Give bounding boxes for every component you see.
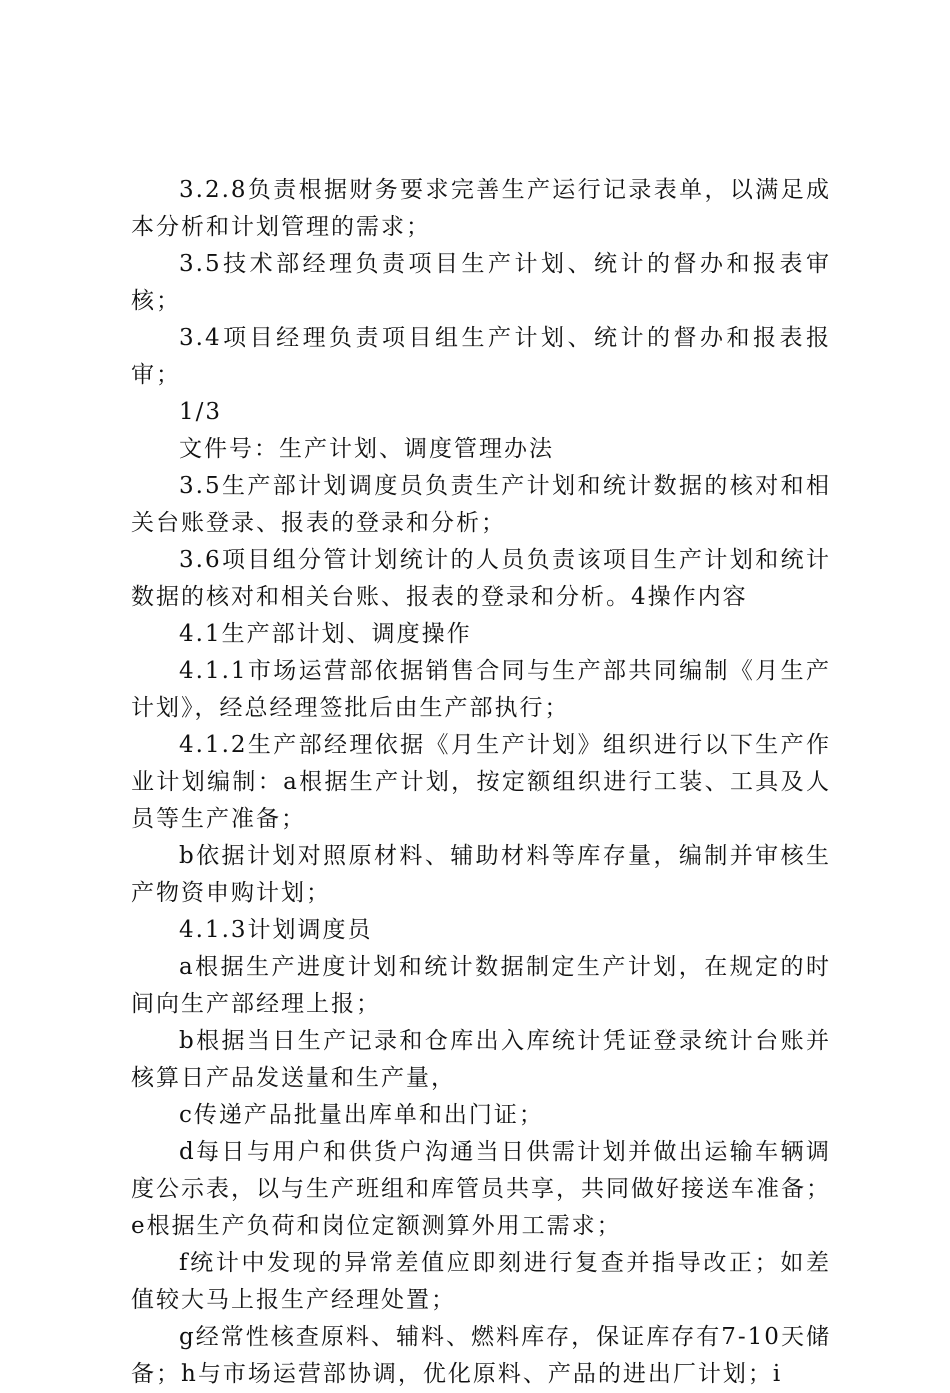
heading-4-1: 4.1生产部计划、调度操作 <box>179 621 472 647</box>
document-page <box>131 172 831 1393</box>
paragraph-3-4: 3.4项目经理负责项目组生产计划、统计的督办和报表报审； <box>131 325 831 388</box>
paragraph-item-d: d每日与用户和供货户沟通当日供需计划并做出运输车辆调度公示表，以与生产班组和库管员共享，共同做好接送车准备；e根据生产负荷和岗位定额测算外用工需求； <box>131 1139 831 1239</box>
paragraph-3-6: 3.6项目组分管计划统计的人员负责该项目生产计划和统计数据的核对和相关台账、报表的登录和分析。4操作内容 <box>131 547 831 610</box>
paragraph-3-2-8: 3.2.8负责根据财务要求完善生产运行记录表单，以满足成本分析和计划管理的需求； <box>131 177 831 240</box>
paragraph-item-a: a根据生产进度计划和统计数据制定生产计划，在规定的时间向生产部经理上报； <box>131 954 831 1017</box>
paragraph-item-g: g经常性核查原料、辅料、燃料库存，保证库存有7-10天储备；h与市场运营部协调，优化原料、产品的进出厂计划；i <box>131 1324 831 1387</box>
page-number: 1/3 <box>179 399 223 425</box>
paragraph-4-1-1: 4.1.1市场运营部依据销售合同与生产部共同编制《月生产计划》，经总经理签批后由生产部执行； <box>131 658 831 721</box>
document-header: 文件号：生产计划、调度管理办法 <box>179 436 554 462</box>
paragraph-4-1-2: 4.1.2生产部经理依据《月生产计划》组织进行以下生产作业计划编制：a根据生产计划，按定额组织进行工装、工具及人员等生产准备； <box>131 732 831 832</box>
paragraph-3-5-production: 3.5生产部计划调度员负责生产计划和统计数据的核对和相关台账登录、报表的登录和分析； <box>131 473 831 536</box>
paragraph-3-5-tech: 3.5技术部经理负责项目生产计划、统计的督办和报表审核； <box>131 251 831 314</box>
heading-4-1-3: 4.1.3计划调度员 <box>179 917 373 943</box>
paragraph-item-f: f统计中发现的异常差值应即刻进行复查并指导改正；如差值较大马上报生产经理处置； <box>131 1250 831 1313</box>
paragraph-item-b2: b根据当日生产记录和仓库出入库统计凭证登录统计台账并核算日产品发送量和生产量， <box>131 1028 831 1091</box>
paragraph-item-c: c传递产品批量出库单和出门证； <box>179 1102 544 1128</box>
paragraph-item-b: b依据计划对照原材料、辅助材料等库存量，编制并审核生产物资申购计划； <box>131 843 831 906</box>
